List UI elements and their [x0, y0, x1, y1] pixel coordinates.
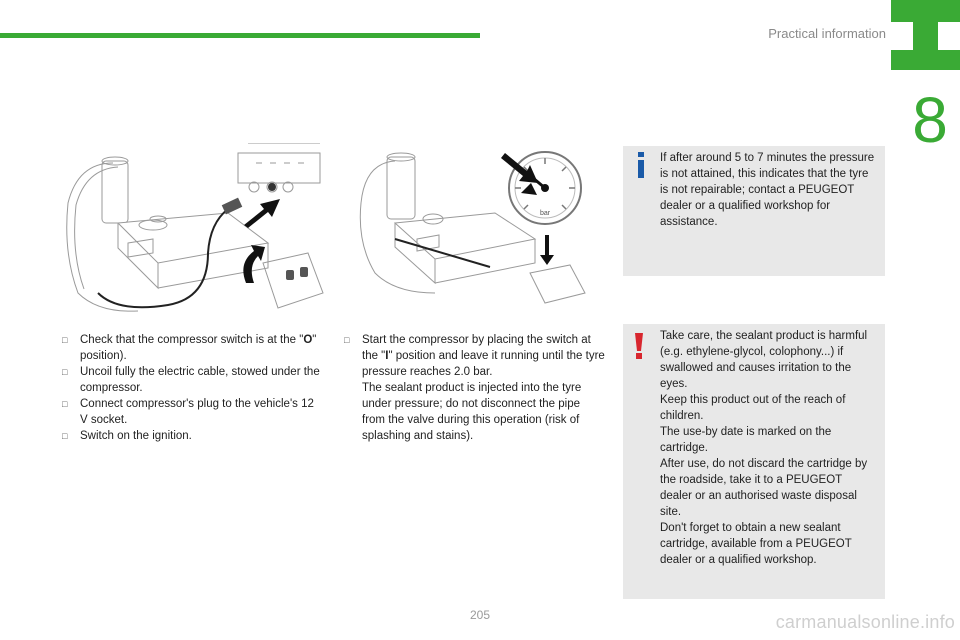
middle-step-1: □ Start the compressor by placing the switch at the "I" position and leave it running until the tyre pressure reaches 2.0 bar. The sealant product is injected into the tyre under pressure; do not disconnect the pipe from the valve during this operation (risk of splashing and stains).: [344, 334, 605, 442]
left-steps-list: [62, 332, 324, 444]
left-step-3: □ Connect compressor's plug to the vehicle's 12 V socket.: [62, 398, 314, 426]
middle-note: The sealant product is injected into the tyre under pressure; do not disconnect the pipe from the valve during this operation (risk of splashing and stains).: [362, 382, 582, 442]
compressor-pressure-gauge-illustration: [355, 143, 595, 313]
watermark: carmanualsonline.info: [775, 612, 955, 632]
page-number: 205: [469, 608, 491, 622]
checkbox-icon: □: [62, 367, 68, 377]
info-text: If after around 5 to 7 minutes the pressure is not attained, this indicates that the tyre is not repairable; contact a PEUGEOT dealer or a qualified workshop for assistance.: [660, 152, 875, 228]
warning-paragraph: After use, do not discard the cartridge by the roadside, take it to a PEUGEOT dealer or an authorised waste disposal site.: [660, 458, 868, 518]
left-step-1: □ Check that the compressor switch is at the "O" position).: [62, 334, 317, 362]
chapter-tab-icon: [891, 0, 960, 70]
chapter-number: 8: [912, 84, 948, 156]
warning-paragraph: Take care, the sealant product is harmful (e.g. ethylene-glycol, colophony...) if swallowed and causes irritation to the eyes.: [660, 330, 868, 390]
left-step-4: □ Switch on the ignition.: [62, 430, 192, 442]
warning-text: [660, 328, 875, 568]
middle-steps-list: [344, 332, 606, 444]
checkbox-icon: □: [62, 335, 68, 345]
checkbox-icon: □: [62, 399, 68, 409]
warning-paragraph: Don't forget to obtain a new sealant cartridge, available from a PEUGEOT dealer or a qualified workshop.: [660, 522, 852, 566]
checkbox-icon: □: [344, 335, 350, 345]
warning-paragraph: The use-by date is marked on the cartridge.: [660, 426, 832, 454]
section-title: Practical information: [768, 26, 886, 41]
warning-icon: [632, 333, 646, 359]
header-accent-bar: [0, 33, 480, 38]
left-step-2: □ Uncoil fully the electric cable, stowed under the compressor.: [62, 366, 320, 394]
warning-paragraph: Keep this product out of the reach of children.: [660, 394, 846, 422]
gauge-unit-label: bar: [539, 210, 551, 217]
info-icon: [634, 152, 648, 178]
compressor-plug-in-illustration: [58, 143, 326, 321]
checkbox-icon: □: [62, 431, 68, 441]
